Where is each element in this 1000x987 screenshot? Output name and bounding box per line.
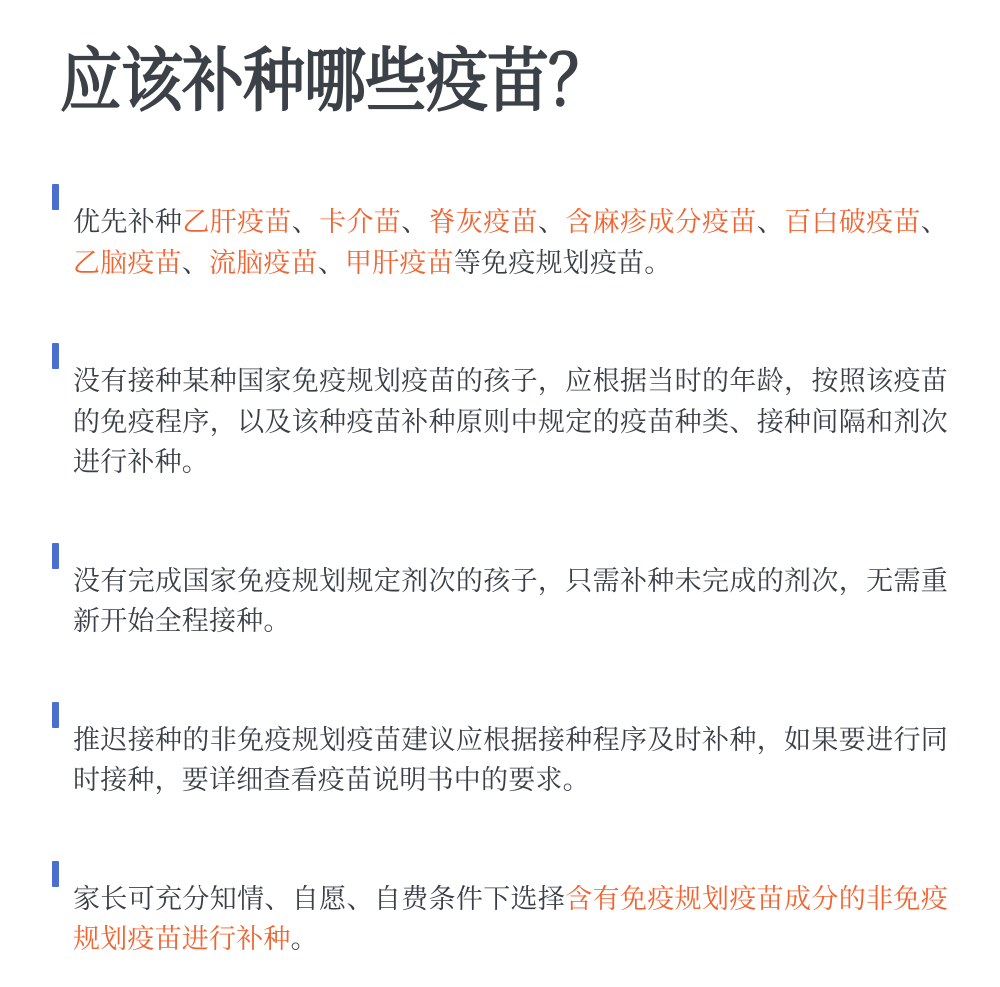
highlighted-term: 含麻疹成分疫苗 xyxy=(565,207,757,238)
plain-text: 没有接种某种国家免疫规划疫苗的孩子，应根据当时的年龄，按照该疫苗的免疫程序，以及该种疫苗补种原则中规定的疫苗种类、接种间隔和剂次进行补种。 xyxy=(73,366,948,478)
plain-text: 、 xyxy=(401,207,429,238)
list-item xyxy=(52,175,948,310)
plain-text: 。 xyxy=(290,924,318,955)
list-item-text xyxy=(73,202,948,283)
plain-text: 家长可充分知情、自愿、自费条件下选择 xyxy=(73,883,566,914)
plain-text: 、 xyxy=(291,207,320,238)
plain-text: 、 xyxy=(537,207,566,238)
list-item-text xyxy=(73,561,948,642)
highlighted-term: 流脑疫苗 xyxy=(209,247,318,278)
highlighted-term: 甲肝疫苗 xyxy=(345,247,454,278)
highlighted-term: 乙肝疫苗 xyxy=(182,207,292,238)
plain-text: 、 xyxy=(756,207,785,238)
bullet-marker-icon xyxy=(52,343,59,369)
list-item xyxy=(52,852,948,987)
highlighted-term: 脊灰疫苗 xyxy=(428,207,538,238)
bullet-marker-icon xyxy=(52,543,59,569)
list-item xyxy=(52,693,948,828)
bullet-marker-icon xyxy=(52,702,59,728)
list-item xyxy=(52,334,948,510)
plain-text: 、 xyxy=(181,247,210,278)
list-item-text xyxy=(73,361,948,483)
list-item-text xyxy=(73,879,948,960)
plain-text: 、 xyxy=(317,247,346,278)
page-title: 应该补种哪些疫苗？ xyxy=(60,43,610,121)
bullet-list xyxy=(52,175,948,987)
highlighted-term: 含有免疫规划疫苗成分的非免疫规划疫苗进行补种 xyxy=(73,883,948,955)
highlighted-term: 卡介苗 xyxy=(319,207,402,238)
plain-text: 推迟接种的非免疫规划疫苗建议应根据接种程序及时补种，如果要进行同时接种，要详细查看疫苗说明书中的要求。 xyxy=(73,724,948,796)
plain-text: 、 xyxy=(920,207,949,238)
highlighted-term: 乙脑疫苗 xyxy=(73,247,182,278)
bullet-marker-icon xyxy=(52,184,59,210)
list-item xyxy=(52,534,948,669)
plain-text: 优先补种 xyxy=(73,207,183,238)
highlighted-term: 百白破疫苗 xyxy=(784,207,921,238)
list-item-text xyxy=(73,720,948,801)
bullet-marker-icon xyxy=(52,861,59,887)
plain-text: 等免疫规划疫苗。 xyxy=(453,247,672,278)
plain-text: 没有完成国家免疫规划规定剂次的孩子，只需补种未完成的剂次，无需重新开始全程接种。 xyxy=(73,565,948,637)
